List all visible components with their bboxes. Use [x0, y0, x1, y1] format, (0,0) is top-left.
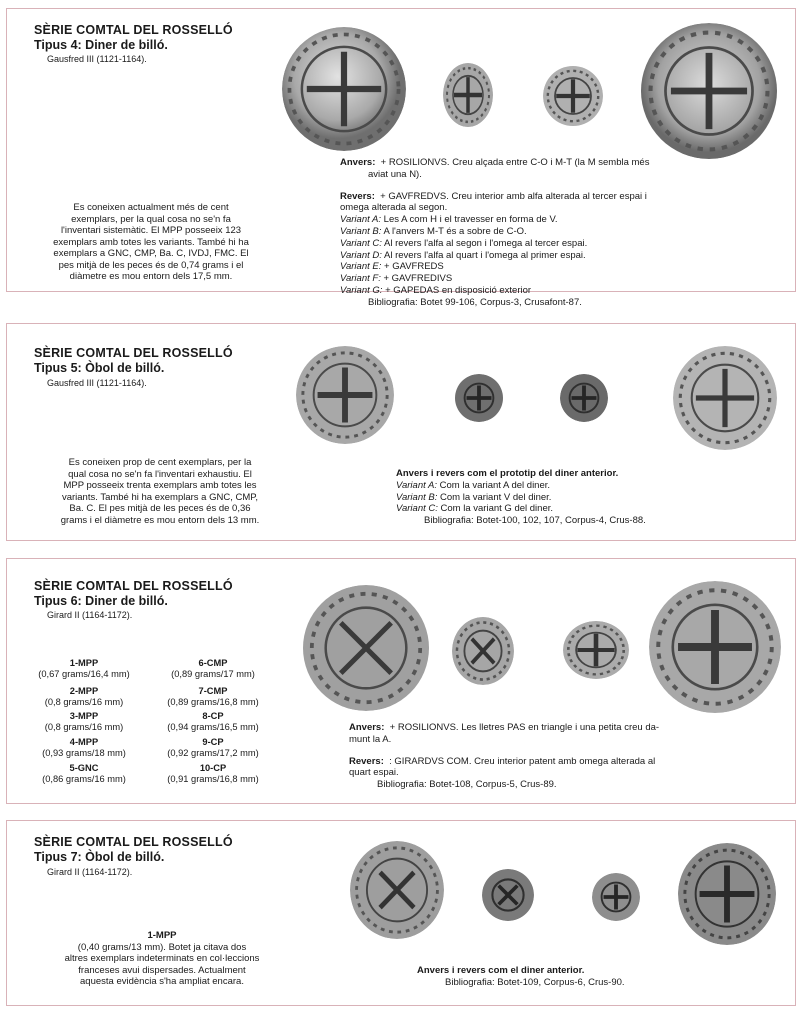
- catalog-detail: (0,89 grams/16,8 mm): [167, 697, 259, 707]
- revers-text: + GAVFREDVS. Creu interior amb alfa alterada al tercer espai i: [380, 190, 647, 202]
- coin-photo: [673, 346, 777, 450]
- anvers-text: + ROSILIONVS. Creu alçada entre C-O i M-T (la M sembla més: [380, 157, 650, 168]
- description-line: diàmetre es mou entorn dels 17,5 mm.: [69, 271, 233, 282]
- legend-heading: Anvers i revers com el diner anterior.: [417, 965, 585, 976]
- anvers-text-cont: aviat una N).: [368, 168, 422, 180]
- variant-label: Variant C:: [396, 503, 438, 515]
- catalog-id: 9-CP: [202, 737, 224, 747]
- variant-label: Variant G:: [340, 284, 383, 296]
- coin-photo: [640, 23, 778, 159]
- description-line: exemplars amb totes les variants. També hi ha: [53, 236, 249, 248]
- catalog-detail: (0,67 grams/16,4 mm): [38, 669, 130, 679]
- catalog-entry: [148, 737, 278, 759]
- series-title: SÈRIE COMTAL DEL ROSSELLÓ: [34, 835, 233, 849]
- catalog-detail: (0,86 grams/16 mm): [42, 774, 126, 784]
- catalog-detail: (0,89 grams/17 mm): [171, 669, 255, 679]
- catalog-id: 2-MPP: [69, 686, 99, 696]
- anvers-label: Anvers:: [340, 157, 376, 168]
- coin-photo: [302, 585, 430, 711]
- variant-label: Variant B:: [340, 225, 382, 237]
- series-title: SÈRIE COMTAL DEL ROSSELLÓ: [34, 579, 233, 593]
- bibliography: Bibliografia: Botet-108, Corpus-5, Crus-89.: [377, 779, 557, 791]
- catalog-id: 1-MPP: [69, 658, 99, 668]
- coin-photo: [452, 617, 514, 685]
- variant-text: + GAVFREDIVS: [383, 273, 453, 285]
- description-line: variants. També hi ha exemplars a GNC, CMP,: [61, 491, 259, 503]
- panel-tipus-7: [6, 820, 796, 1006]
- description-line: altres exemplars indeterminats en col·leccions: [64, 953, 260, 964]
- variant-text: Les A com H i el travesser en forma de V.: [383, 214, 558, 226]
- coin-photo: [563, 621, 629, 679]
- catalog-entry: [148, 658, 278, 680]
- revers-text-cont: omega alterada al segon.: [340, 202, 448, 214]
- catalog-detail: (0,93 grams/18 mm): [42, 748, 126, 758]
- catalog-detail: (0,91 grams/16,8 mm): [167, 774, 259, 784]
- variant-label: Variant A:: [396, 479, 438, 491]
- variant-text: + GAVFREDS: [384, 261, 444, 273]
- revers-text: : GIRARDVS COM. Creu interior patent amb omega alterada al: [389, 755, 656, 767]
- description-line: Es coneixen prop de cent exemplars, per la: [68, 457, 252, 468]
- catalog-id: 7-CMP: [198, 686, 228, 696]
- variant-label: Variant C:: [340, 237, 382, 249]
- panel-tipus-6: [6, 558, 796, 804]
- catalog-id: 3-MPP: [69, 711, 99, 721]
- variant-text: Com la variant A del diner.: [439, 479, 551, 491]
- coin-photo: [282, 27, 406, 151]
- coin-photo: [592, 873, 640, 921]
- type-title: Tipus 5: Òbol de billó.: [34, 361, 165, 375]
- coin-legend: [340, 157, 790, 309]
- panel-tipus-4: [6, 8, 796, 308]
- variant-text: Al revers l'alfa al segon i l'omega al tercer espai.: [384, 237, 588, 249]
- variant-text: A l'anvers M-T és a sobre de C-O.: [383, 225, 527, 237]
- variant-label: Variant D:: [340, 249, 382, 261]
- variant-label: Variant F:: [340, 273, 381, 285]
- catalog-id: 10-CP: [199, 763, 227, 773]
- revers-text-cont: quart espai.: [349, 767, 399, 779]
- coin-legend: [349, 722, 789, 791]
- catalog-detail: (0,8 grams/16 mm): [44, 697, 124, 707]
- coin-photo: [296, 346, 394, 444]
- revers-label: Revers:: [349, 755, 384, 767]
- coin-photo: [560, 374, 608, 422]
- description-line: pes mitjà de les peces és de 0,74 grams i el: [58, 259, 244, 271]
- catalog-entry: [19, 686, 149, 708]
- description-line: aquesta evidència s'ha ampliat encara.: [80, 976, 244, 987]
- catalog-entry: [19, 763, 149, 785]
- catalog-entry: [19, 658, 149, 680]
- series-title: SÈRIE COMTAL DEL ROSSELLÓ: [34, 346, 233, 360]
- description-line: l'inventari sistemàtic. El MPP posseeix 123: [60, 225, 242, 236]
- catalog-entry: [148, 711, 278, 733]
- variant-text: Al revers l'alfa al quart i l'omega al primer espai.: [384, 249, 586, 261]
- catalog-detail: (0,94 grams/16,5 mm): [167, 722, 259, 732]
- catalog-entry: [148, 763, 278, 785]
- catalog-entry: [148, 686, 278, 708]
- variant-label: Variant B:: [396, 491, 438, 503]
- description: [29, 930, 295, 988]
- anvers-label: Anvers:: [349, 722, 385, 733]
- catalog-detail: (0,8 grams/16 mm): [44, 722, 124, 732]
- description: [31, 202, 271, 283]
- description-line: (0,40 grams/13 mm). Botet ja citava dos: [77, 941, 247, 953]
- catalog-id: 4-MPP: [69, 737, 99, 747]
- description-line: Ba. C. El pes mitjà de les peces és de 0,36: [69, 503, 251, 514]
- coin-photo: [649, 581, 781, 713]
- bibliography: Bibliografia: Botet 99-106, Corpus-3, Crusafont-87.: [368, 296, 582, 308]
- description-line: exemplars, per la qual cosa no se'n fa: [71, 213, 231, 225]
- panel-tipus-5: [6, 323, 796, 541]
- type-title: Tipus 6: Diner de billó.: [34, 594, 168, 608]
- description-line: exemplars a GNC, CMP, Ba. C, IVDJ, FMC. El: [53, 248, 249, 259]
- coin-photo: [350, 841, 444, 939]
- catalog-id: 5-GNC: [69, 763, 99, 773]
- coin-photo: [678, 843, 776, 945]
- coin-photo: [543, 65, 603, 127]
- bibliography: Bibliografia: Botet-109, Corpus-6, Crus-90.: [445, 976, 625, 988]
- description-line: qual cosa no se'n fa l'inventari exhaustiu. El: [68, 468, 252, 480]
- ruler-name: Girard II (1164-1172).: [47, 610, 133, 620]
- description-line: grams i el diàmetre es mou entorn dels 13 mm.: [60, 514, 260, 526]
- variant-text: Com la variant G del diner.: [440, 503, 554, 515]
- catalog-detail: (0,92 grams/17,2 mm): [167, 748, 259, 758]
- type-title: Tipus 4: Diner de billó.: [34, 38, 168, 52]
- coin-legend: [396, 468, 786, 527]
- catalog-id: 6-CMP: [198, 658, 228, 668]
- bibliography: Bibliografia: Botet-100, 102, 107, Corpus-4, Crus-88.: [424, 515, 646, 527]
- variant-text: + GAPEDAS en disposició exterior: [385, 284, 532, 296]
- anvers-text-cont: munt la A.: [349, 733, 392, 745]
- ruler-name: Gausfred III (1121-1164).: [47, 54, 147, 64]
- catalog-entry: [19, 737, 149, 759]
- description-line: Es coneixen actualment més de cent: [73, 202, 229, 213]
- ruler-name: Girard II (1164-1172).: [47, 867, 133, 877]
- type-title: Tipus 7: Òbol de billó.: [34, 850, 165, 864]
- series-title: SÈRIE COMTAL DEL ROSSELLÓ: [34, 23, 233, 37]
- catalog-id: 1-MPP: [147, 930, 177, 941]
- variant-label: Variant E:: [340, 261, 382, 273]
- catalog-id: 8-CP: [202, 711, 224, 721]
- coin-photo: [443, 63, 493, 127]
- variant-label: Variant A:: [340, 214, 382, 226]
- catalog-entry: [19, 711, 149, 733]
- ruler-name: Gausfred III (1121-1164).: [47, 378, 147, 388]
- revers-label: Revers:: [340, 190, 375, 202]
- description-line: MPP posseeix trenta exemplars amb totes les: [63, 480, 257, 491]
- description: [29, 457, 291, 526]
- coin-legend: [417, 965, 787, 989]
- coin-photo: [454, 374, 504, 422]
- legend-heading: Anvers i revers com el prototip del diner anterior.: [396, 468, 619, 479]
- anvers-text: + ROSILIONVS. Les lletres PAS en triangle i una petita creu da-: [389, 722, 660, 733]
- description-line: franceses avui dispersades. Actualment: [78, 964, 246, 976]
- variant-text: Com la variant V del diner.: [440, 491, 552, 503]
- coin-photo: [482, 869, 534, 921]
